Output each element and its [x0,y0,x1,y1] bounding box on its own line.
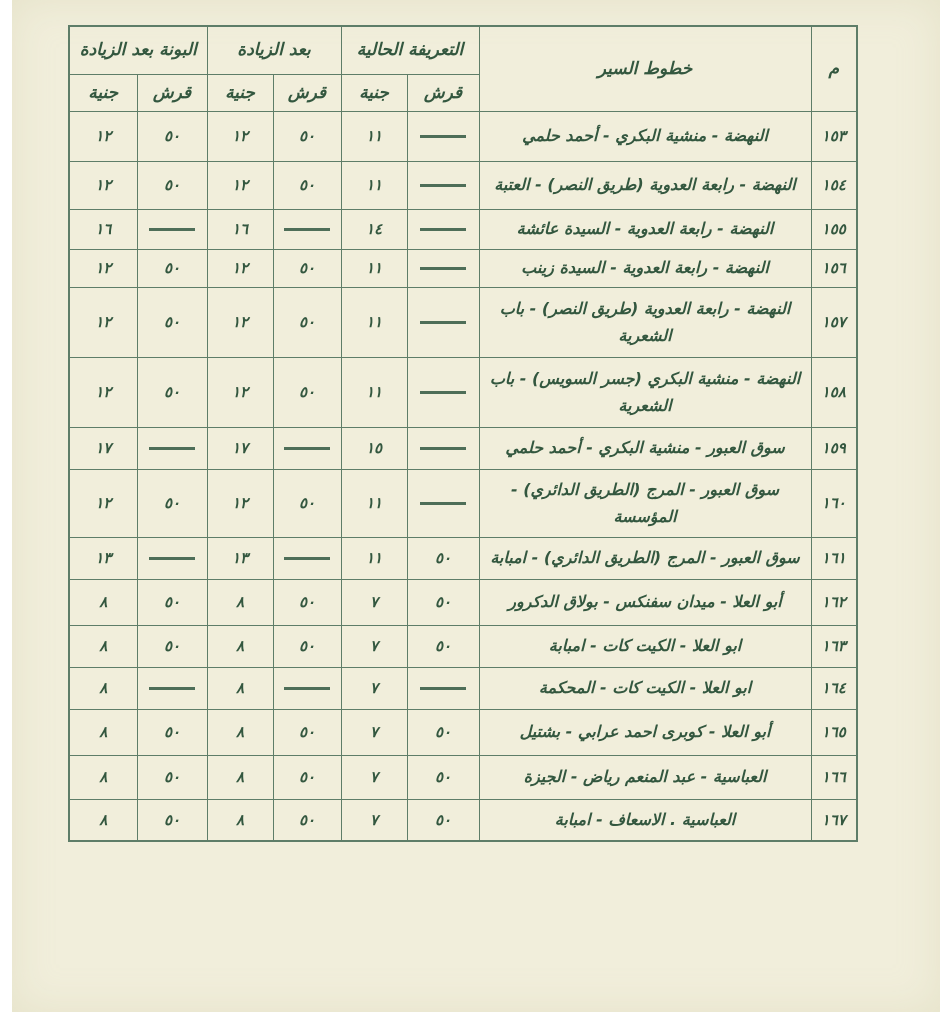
current-gineh-cell: ١٥ [341,427,407,469]
subheader-current-gineh: جنية [341,74,407,111]
coupon-qirsh-cell: ٥٠ [137,111,207,161]
increase-gineh-cell: ٨ [207,579,273,625]
current-qirsh-cell: ٥٠ [407,579,479,625]
coupon-gineh-cell: ٨ [69,625,137,667]
dash-mark [284,228,330,231]
coupon-gineh-cell: ٨ [69,667,137,709]
serial-cell: ١٦١ [811,537,857,579]
current-qirsh-cell: ٥٠ [407,625,479,667]
current-gineh-cell: ٧ [341,667,407,709]
coupon-gineh-cell: ٨ [69,799,137,841]
coupon-gineh-cell: ٨ [69,709,137,755]
route-cell: النهضة - منشية البكري - أحمد حلمي [479,111,811,161]
header-after-increase: بعد الزيادة [207,26,341,74]
current-qirsh-cell [407,161,479,209]
table-row [69,287,857,357]
increase-gineh-cell: ١٢ [207,161,273,209]
coupon-qirsh-cell [137,537,207,579]
current-qirsh-cell [407,427,479,469]
current-qirsh-cell [407,287,479,357]
current-gineh-cell: ٧ [341,579,407,625]
serial-cell: ١٥٩ [811,427,857,469]
coupon-qirsh-cell: ٥٠ [137,755,207,799]
coupon-gineh-cell: ١٢ [69,357,137,427]
table-row [69,357,857,427]
header-serial: م [811,26,857,111]
table-row [69,111,857,161]
fare-table [68,25,858,842]
dash-mark [149,228,195,231]
coupon-qirsh-cell: ٥٠ [137,709,207,755]
serial-cell: ١٥٥ [811,209,857,249]
increase-gineh-cell: ١٢ [207,357,273,427]
current-gineh-cell: ١١ [341,469,407,537]
increase-gineh-cell: ١٢ [207,469,273,537]
route-cell: النهضة - منشية البكري (جسر السويس) - باب الشعرية [479,357,811,427]
route-cell: أبو العلا - كوبرى احمد عرابي - بشتيل [479,709,811,755]
increase-gineh-cell: ٨ [207,625,273,667]
serial-cell: ١٥٣ [811,111,857,161]
increase-qirsh-cell: ٥٠ [273,161,341,209]
increase-qirsh-cell: ٥٠ [273,579,341,625]
table-row [69,667,857,709]
dash-mark [420,184,466,187]
increase-qirsh-cell: ٥٠ [273,755,341,799]
header-routes: خطوط السير [479,26,811,111]
increase-qirsh-cell [273,427,341,469]
current-qirsh-cell [407,357,479,427]
increase-gineh-cell: ٨ [207,667,273,709]
coupon-qirsh-cell: ٥٠ [137,579,207,625]
dash-mark [149,687,195,690]
table-row [69,161,857,209]
subheader-coupon-qirsh: قرش [137,74,207,111]
dash-mark [284,687,330,690]
coupon-gineh-cell: ١٢ [69,469,137,537]
coupon-qirsh-cell: ٥٠ [137,161,207,209]
current-gineh-cell: ٧ [341,709,407,755]
table-row [69,755,857,799]
header-current-tariff: التعريفة الحالية [341,26,479,74]
increase-qirsh-cell: ٥٠ [273,111,341,161]
coupon-qirsh-cell: ٥٠ [137,625,207,667]
coupon-qirsh-cell: ٥٠ [137,249,207,287]
current-qirsh-cell: ٥٠ [407,709,479,755]
dash-mark [420,502,466,505]
route-cell: سوق العبور - المرج (الطريق الدائري) - امبابة [479,537,811,579]
coupon-qirsh-cell [137,427,207,469]
increase-qirsh-cell: ٥٠ [273,469,341,537]
coupon-gineh-cell: ٨ [69,755,137,799]
coupon-gineh-cell: ١٧ [69,427,137,469]
increase-qirsh-cell: ٥٠ [273,709,341,755]
dash-mark [420,267,466,270]
route-cell: العباسية - عبد المنعم رياض - الجيزة [479,755,811,799]
coupon-gineh-cell: ١٢ [69,287,137,357]
dash-mark [420,228,466,231]
dash-mark [284,447,330,450]
dash-mark [420,391,466,394]
increase-qirsh-cell [273,209,341,249]
increase-gineh-cell: ١٢ [207,249,273,287]
scanned-page [12,0,940,1012]
dash-mark [284,557,330,560]
coupon-gineh-cell: ١٢ [69,249,137,287]
table-row [69,709,857,755]
increase-gineh-cell: ٨ [207,709,273,755]
coupon-qirsh-cell: ٥٠ [137,357,207,427]
table-row [69,537,857,579]
coupon-qirsh-cell: ٥٠ [137,287,207,357]
current-gineh-cell: ٧ [341,799,407,841]
serial-cell: ١٦٠ [811,469,857,537]
dash-mark [420,135,466,138]
current-gineh-cell: ١١ [341,161,407,209]
current-qirsh-cell: ٥٠ [407,755,479,799]
coupon-gineh-cell: ١٢ [69,161,137,209]
route-cell: سوق العبور - المرج (الطريق الدائري) - المؤسسة [479,469,811,537]
subheader-increase-qirsh: قرش [273,74,341,111]
increase-qirsh-cell [273,667,341,709]
current-gineh-cell: ١١ [341,287,407,357]
serial-cell: ١٦٣ [811,625,857,667]
coupon-qirsh-cell [137,209,207,249]
current-qirsh-cell [407,469,479,537]
coupon-gineh-cell: ٨ [69,579,137,625]
current-qirsh-cell [407,249,479,287]
coupon-gineh-cell: ١٢ [69,111,137,161]
route-cell: سوق العبور - منشية البكري - أحمد حلمي [479,427,811,469]
table-row [69,625,857,667]
serial-cell: ١٥٧ [811,287,857,357]
dash-mark [149,447,195,450]
table-row [69,209,857,249]
route-cell: النهضة - رابعة العدوية (طريق النصر) - العتبة [479,161,811,209]
current-gineh-cell: ٧ [341,625,407,667]
table-header [69,26,857,111]
current-gineh-cell: ١١ [341,111,407,161]
increase-gineh-cell: ٨ [207,799,273,841]
subheader-coupon-gineh: جنية [69,74,137,111]
route-cell: العباسية . الاسعاف - امبابة [479,799,811,841]
subheader-current-qirsh: قرش [407,74,479,111]
dash-mark [420,321,466,324]
current-gineh-cell: ١١ [341,537,407,579]
fare-table-body [69,111,857,841]
serial-cell: ١٥٦ [811,249,857,287]
increase-qirsh-cell: ٥٠ [273,799,341,841]
subheader-increase-gineh: جنية [207,74,273,111]
increase-gineh-cell: ١٧ [207,427,273,469]
route-cell: ابو العلا - الكيت كات - امبابة [479,625,811,667]
current-qirsh-cell: ٥٠ [407,537,479,579]
current-gineh-cell: ١١ [341,249,407,287]
increase-gineh-cell: ١٢ [207,287,273,357]
current-gineh-cell: ١١ [341,357,407,427]
current-qirsh-cell: ٥٠ [407,799,479,841]
route-cell: النهضة - رابعة العدوية - السيدة عائشة [479,209,811,249]
table-row [69,427,857,469]
dash-mark [420,687,466,690]
serial-cell: ١٥٤ [811,161,857,209]
serial-cell: ١٦٧ [811,799,857,841]
header-coupon-after-increase: البونة بعد الزيادة [69,26,207,74]
dash-mark [149,557,195,560]
current-qirsh-cell [407,111,479,161]
increase-gineh-cell: ١٣ [207,537,273,579]
coupon-qirsh-cell: ٥٠ [137,469,207,537]
increase-gineh-cell: ١٢ [207,111,273,161]
serial-cell: ١٦٤ [811,667,857,709]
current-gineh-cell: ٧ [341,755,407,799]
route-cell: النهضة - رابعة العدوية (طريق النصر) - باب الشعرية [479,287,811,357]
current-gineh-cell: ١٤ [341,209,407,249]
coupon-gineh-cell: ١٦ [69,209,137,249]
route-cell: النهضة - رابعة العدوية - السيدة زينب [479,249,811,287]
increase-qirsh-cell: ٥٠ [273,287,341,357]
coupon-qirsh-cell: ٥٠ [137,799,207,841]
table-row [69,469,857,537]
serial-cell: ١٥٨ [811,357,857,427]
table-row [69,799,857,841]
route-cell: أبو العلا - ميدان سفنكس - بولاق الدكرور [479,579,811,625]
header-group-row [69,26,857,74]
current-qirsh-cell [407,209,479,249]
serial-cell: ١٦٢ [811,579,857,625]
table-row [69,579,857,625]
route-cell: ابو العلا - الكيت كات - المحكمة [479,667,811,709]
table-row [69,249,857,287]
increase-gineh-cell: ٨ [207,755,273,799]
increase-qirsh-cell: ٥٠ [273,625,341,667]
serial-cell: ١٦٦ [811,755,857,799]
serial-cell: ١٦٥ [811,709,857,755]
coupon-gineh-cell: ١٣ [69,537,137,579]
current-qirsh-cell [407,667,479,709]
increase-qirsh-cell [273,537,341,579]
increase-qirsh-cell: ٥٠ [273,249,341,287]
increase-qirsh-cell: ٥٠ [273,357,341,427]
coupon-qirsh-cell [137,667,207,709]
increase-gineh-cell: ١٦ [207,209,273,249]
dash-mark [420,447,466,450]
